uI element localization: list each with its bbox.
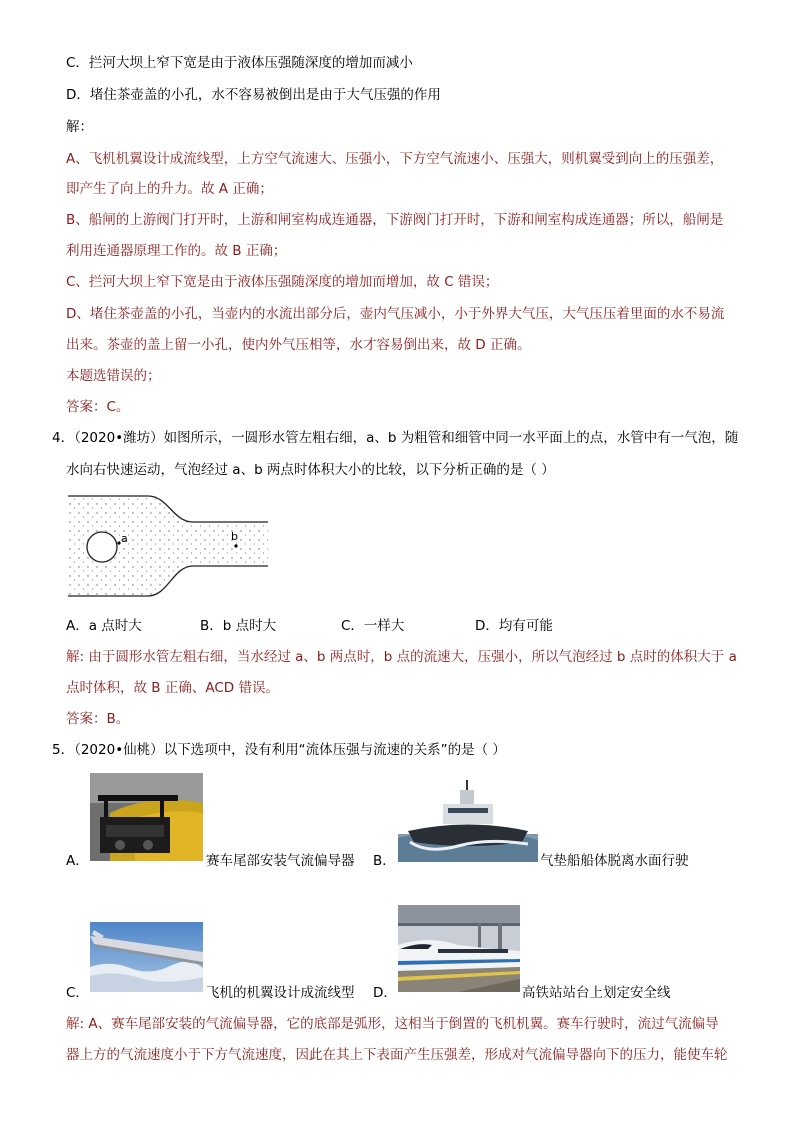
q3-solution-a-line1: A、飞机机翼设计成流线型，上方空气流速大、压强小，下方空气流速小、压强大，则机翼受到向上的压强差， xyxy=(66,151,724,167)
q4-option-c: C．一样大 xyxy=(341,618,405,634)
q3-option-c: C．拦河大坝上窄下宽是由于液体压强随深度的增加而减小 xyxy=(66,55,413,71)
bubble-icon xyxy=(87,532,117,562)
q3-solution-b-line2: 利用连通器原理工作的。故 B 正确； xyxy=(66,243,287,259)
airplane-wing-photo xyxy=(90,922,203,992)
q3-solution-d-line2: 出来。茶壶的盖上留一小孔，使内外气压相等，水才容易倒出来，故 D 正确。 xyxy=(66,337,531,353)
q4-option-b: B．b 点时大 xyxy=(200,618,277,634)
q3-solution-b-line1: B、船闸的上游阀门打开时，上游和闸室构成连通器，下游阀门打开时，下游和闸室构成连通器；所以，船闸是 xyxy=(66,212,724,228)
q4-option-d: D．均有可能 xyxy=(475,618,553,634)
q5-option-c-letter: C． xyxy=(66,985,89,1001)
q5-option-d-text: 高铁站站台上划定安全线 xyxy=(522,985,671,1001)
race-car-spoiler-photo xyxy=(90,773,203,861)
q5-option-d-letter: D． xyxy=(373,985,397,1001)
q5-option-a-letter: A． xyxy=(66,853,89,869)
hovercraft-photo xyxy=(398,776,538,862)
q4-stem-line2: 水向右快速运动，气泡经过 a、b 两点时体积大小的比较，以下分析正确的是（ ） xyxy=(66,462,555,478)
q3-option-d: D．堵住茶壶盖的小孔，水不容易被倒出是由于大气压强的作用 xyxy=(66,87,441,103)
q3-select-wrong: 本题选错误的； xyxy=(66,368,161,384)
q4-answer: 答案：B。 xyxy=(66,711,130,727)
q3-solution-a-line2: 即产生了向上的升力。故 A 正确； xyxy=(66,181,273,197)
q5-solution-line1: 解: A、赛车尾部安装的气流偏导器，它的底部是弧形，这相当于倒置的飞机机翼。赛车行驶时，流过气流偏导 xyxy=(66,1016,719,1032)
q5-option-a-text: 赛车尾部安装气流偏导器 xyxy=(206,853,355,869)
q3-solution-c: C、拦河大坝上窄下宽是由于液体压强随深度的增加而增加，故 C 错误； xyxy=(66,274,499,290)
q4-stem-line1: 4．（2020•潍坊）如图所示，一圆形水管左粗右细，a、b 为粗管和细管中同一水平面上的点，水管中有一气泡，随 xyxy=(52,430,739,446)
q5-solution-line2: 器上方的气流速度小于下方气流速度，因此在其上下表面产生压强差，形成对气流偏导器向下的压力，能使车轮 xyxy=(66,1047,728,1063)
q5-option-b-letter: B． xyxy=(373,853,396,869)
pipe-diagram xyxy=(68,492,268,604)
q4-solution-line2: 点时体积，故 B 正确、ACD 错误。 xyxy=(66,680,279,696)
label-a: a xyxy=(121,532,128,545)
high-speed-train-photo xyxy=(398,905,520,992)
q3-solution-label: 解： xyxy=(66,119,93,135)
q5-option-c-text: 飞机的机翼设计成流线型 xyxy=(206,985,355,1001)
q5-stem: 5．（2020•仙桃）以下选项中，没有利用“流体压强与流速的关系”的是（ ） xyxy=(52,742,506,758)
q4-option-a: A．a 点时大 xyxy=(66,618,142,634)
q4-solution-line1: 解: 由于圆形水管左粗右细，当水经过 a、b 两点时，b 点的流速大，压强小，所以气泡经过 b 点时的体积大于 a xyxy=(66,649,737,665)
q3-solution-d-line1: D、堵住茶壶盖的小孔，当壶内的水流出部分后，壶内气压减小，小于外界大气压，大气压压着里面的水不易流 xyxy=(66,306,725,322)
label-b: b xyxy=(231,530,238,543)
q3-answer: 答案：C。 xyxy=(66,399,130,415)
q5-option-b-text: 气垫船船体脱离水面行驶 xyxy=(540,853,689,869)
